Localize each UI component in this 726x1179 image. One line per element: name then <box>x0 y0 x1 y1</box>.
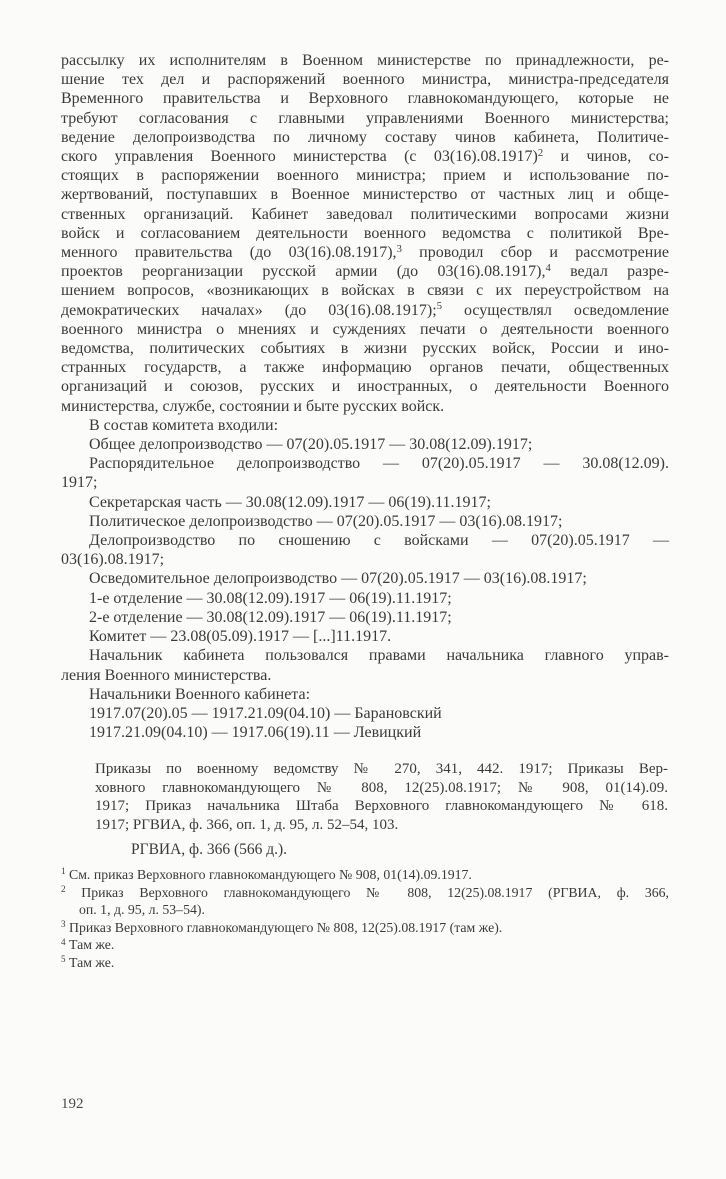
text-line: 1-е отделение — 30.08(12.09).1917 — 06(19).11.1917; <box>89 589 452 607</box>
text-line: рассылку их исполнителям в Военном министерстве по принадлежности, ре- <box>61 52 669 69</box>
text-line: шением вопросов, «возникающих в войсках в связи с их переустройством на <box>61 282 669 300</box>
text-line: стоящих в распоряжении военного министра; прием и использование по- <box>61 167 669 185</box>
text-line: $^4$ Там же. <box>61 936 115 953</box>
page-number: 192 <box>61 1096 84 1112</box>
text-line: шение тех дел и распоряжений военного министра, министра-председателя <box>61 71 669 89</box>
text-line: Распорядительное делопроизводство — 07(20).05.1917 — 30.08(12.09). <box>89 455 669 473</box>
text-line: военного министра о мнениях и суждениях печати о деятельности военного <box>61 320 669 338</box>
text-line: менного правительства (до 03(16).08.1917),$^3$ проводил сбор и рассмотрение <box>61 243 669 262</box>
text-line: ского управления Военного министерства (с 03(16).08.1917)$^2$ и чинов, со- <box>61 147 670 166</box>
footnotes <box>61 866 669 972</box>
text-line: проектов реорганизации русской армии (до 03(16).08.1917),$^4$ ведал разре- <box>61 262 669 281</box>
composition-list <box>61 416 669 742</box>
text-line: 1917; <box>61 474 98 492</box>
text-line: Секретарская часть — 30.08(12.09).1917 — 06(19).11.1917; <box>89 493 491 511</box>
text-line: ления Военного министерства. <box>61 666 272 684</box>
text-line: странных государств, а также информацию органов печати, общественных <box>61 359 669 377</box>
text-line: Делопроизводство по сношению с войсками — 07(20).05.1917 — <box>89 532 669 550</box>
text-line: войск и согласованием деятельности военного ведомства с политикой Вре- <box>61 224 669 242</box>
sources-paragraph <box>95 760 668 834</box>
text-line: 1917.07(20).05 — 1917.21.09(04.10) — Барановский <box>89 704 442 722</box>
text-line: 03(16).08.1917; <box>61 551 165 569</box>
text-line: Осведомительное делопроизводство — 07(20).05.1917 — 03(16).08.1917; <box>89 570 587 588</box>
text-line: требуют согласования с главными управлениями Военного министерства; <box>61 109 669 127</box>
text-line: $^3$ Приказ Верховного главнокомандующего № 808, 12(25).08.1917 (там же). <box>61 919 503 935</box>
text-line: Комитет — 23.08(05.09).1917 — [...]11.1917. <box>89 628 392 646</box>
text-line: 1917.21.09(04.10) — 1917.06(19).11 — Левицкий <box>89 724 422 742</box>
text-line: Временного правительства и Верховного главнокомандующего, которые не <box>61 90 669 108</box>
text-line: В состав комитета входили: <box>89 416 279 434</box>
intro-paragraph <box>61 51 669 416</box>
text-line: ховного главнокомандующего № 808, 12(25).08.1917; № 908, 01(14).09. <box>95 779 668 796</box>
text-line: 1917; РГВИА, ф. 366, оп. 1, д. 95, л. 52–54, 103. <box>95 816 399 833</box>
text-line: ственных организаций. Кабинет заведовал политическими вопросами жизни <box>61 205 669 223</box>
text-line: оп. 1, д. 95, л. 53–54). <box>79 902 205 918</box>
text-line: жертвований, поступавших в Военное министерство от частных лиц и обще- <box>61 186 669 204</box>
text-line: $^5$ Там же. <box>61 954 115 970</box>
main-text-block <box>61 51 669 742</box>
text-line: министерства, службе, состоянии и быте русских войск. <box>61 397 445 415</box>
text-line: демократических началах» (до 03(16).08.1917);$^5$ осуществлял осведомление <box>61 301 670 319</box>
text-line: Начальник кабинета пользовался правами начальника главного управ- <box>89 647 669 665</box>
text-line: Приказы по военному ведомству № 270, 341, 442. 1917; Приказы Вер- <box>95 761 668 777</box>
text-line: ведение делопроизводства по личному составу чинов кабинета, Политиче- <box>61 128 669 146</box>
text-line: $^2$ Приказ Верховного главнокомандующего № 808, 12(25).08.1917 (РГВИА, ф. 366, <box>61 884 669 900</box>
text-line: организаций и союзов, русских и иностранных, о деятельности Военного <box>61 378 669 396</box>
archive-reference: РГВИА, ф. 366 (566 д.). <box>131 841 288 858</box>
text-line: $^1$ См. приказ Верховного главнокомандующего № 908, 01(14).09.1917. <box>61 866 472 882</box>
text-line: Начальники Военного кабинета: <box>89 685 311 703</box>
text-line: ведомства, политических событиях в жизни русских войск, России и ино- <box>61 340 669 358</box>
text-line: 2-е отделение — 30.08(12.09).1917 — 06(19).11.1917; <box>89 608 452 626</box>
text-line: Общее делопроизводство — 07(20).05.1917 — 30.08(12.09).1917; <box>89 436 533 454</box>
text-line: Политическое делопроизводство — 07(20).05.1917 — 03(16).08.1917; <box>89 512 563 530</box>
text-line: 1917; Приказ начальника Штаба Верховного главнокомандующего № 618. <box>95 798 668 814</box>
